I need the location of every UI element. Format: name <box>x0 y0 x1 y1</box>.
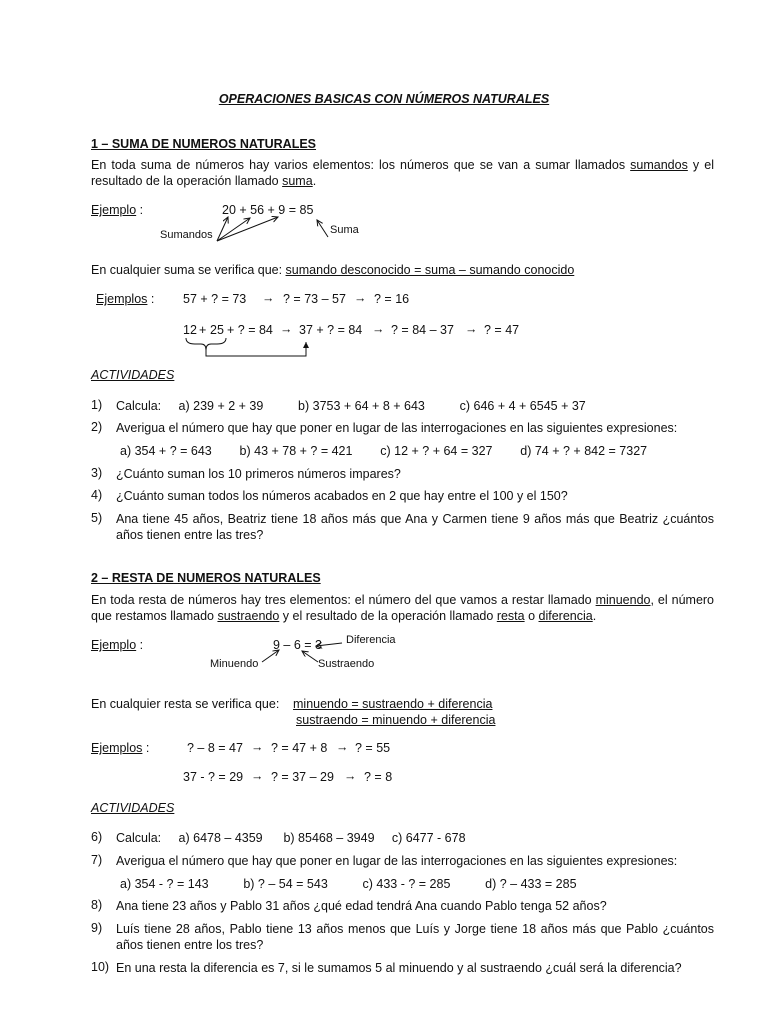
arrow-icon: → <box>372 322 385 336</box>
suma-ej1-step2: ? = 73 – 57 <box>283 292 346 306</box>
term-sustraendo: sustraendo <box>217 609 280 623</box>
list-item: Averigua el número que hay que poner en lugar de las interrogaciones en las siguientes expresiones: <box>116 421 678 435</box>
suma-ej2-step3: ? = 84 – 37 <box>391 323 454 337</box>
suma-ej2-rest: + ? = 84 <box>227 323 273 337</box>
list-item: ¿Cuánto suman todos los números acabados en 2 que hay entre el 100 y el 150? <box>116 489 568 503</box>
ejemplo-suma-equation: 20 + 56 + 9 = 85 <box>222 203 314 217</box>
rule-formula: sumando desconocido = suma – sumando conocido <box>285 263 575 277</box>
resta-ej1-step3: ? = 55 <box>355 741 391 755</box>
list-item: Ana tiene 45 años, Beatriz tiene 18 años más que Ana y Carmen tiene 9 años más que Beatriz ¿cuántos años tienen entre las tres? <box>116 512 714 542</box>
resta-arrows <box>262 643 342 662</box>
item-number: 9) <box>91 921 103 935</box>
item-number: 6) <box>91 830 103 844</box>
colon: : <box>139 638 144 652</box>
arrow-icon: → <box>280 322 293 336</box>
arrow-icon: → <box>336 740 349 754</box>
term-resta: resta <box>496 609 525 623</box>
rule-prefix: En cualquier suma se verifica que: <box>91 263 286 277</box>
colon: : <box>139 203 144 217</box>
arrow-icon: → <box>251 740 264 754</box>
resta-ej2-step1: 37 - ? = 29 <box>183 770 244 784</box>
item-number: 4) <box>91 488 103 502</box>
term-suma: suma <box>282 174 313 188</box>
suma-ej2-operand-b: 25 <box>210 323 224 337</box>
item-number: 10) <box>91 960 110 974</box>
list-item: Luís tiene 28 años, Pablo tiene 13 años menos que Luís y Jorge tiene 18 años más que Pablo ¿cuántos años tienen entre los tres? <box>116 922 714 952</box>
resta-rule-1: minuendo = sustraendo + diferencia <box>293 697 493 711</box>
intro-text: En toda suma de números hay varios elementos: los números que se van a sumar llamados <box>91 158 631 172</box>
actividades-heading-resta: ACTIVIDADES <box>91 801 175 815</box>
suma-ej2-step4: ? = 47 <box>484 323 520 337</box>
suma-ej1-step3: ? = 16 <box>374 292 410 306</box>
item-number: 5) <box>91 511 103 525</box>
list-item: a) 354 + ? = 643 b) 43 + 78 + ? = 421 c) 12 + ? + 64 = 327 d) 74 + ? + 842 = 7327 <box>120 444 648 458</box>
section-heading-suma: 1 – SUMA DE NUMEROS NATURALES <box>91 137 317 151</box>
item-number: 8) <box>91 898 103 912</box>
intro-text: . <box>312 174 317 188</box>
resta-ej1-step1: ? – 8 = 47 <box>187 741 243 755</box>
ejemplos-label: Ejemplos <box>96 292 148 306</box>
colon: : <box>150 292 155 306</box>
ejemplo-label: Ejemplo <box>91 638 137 652</box>
suma-ej1-step1: 57 + ? = 73 <box>183 292 247 306</box>
label-minuendo: Minuendo <box>210 658 259 670</box>
actividades-heading-suma: ACTIVIDADES <box>91 368 175 382</box>
intro-text: , el número que restamos llamado <box>91 593 715 623</box>
list-item: ¿Cuánto suman los 10 primeros números impares? <box>116 467 401 481</box>
arrow-icon: → <box>262 291 275 305</box>
item-number: 3) <box>91 466 103 480</box>
suma-arrow <box>317 220 328 237</box>
suma-ej2-operand-a: 12 <box>183 323 197 337</box>
resta-rule-prefix: En cualquier resta se verifica que: <box>91 697 280 711</box>
item-number: 1) <box>91 398 103 412</box>
list-item: En una resta la diferencia es 7, si le sumamos 5 al minuendo y al sustraendo ¿cuál será la diferencia? <box>116 961 682 975</box>
list-item: Averigua el número que hay que poner en lugar de las interrogaciones en las siguientes expresiones: <box>116 854 678 868</box>
arrow-icon: → <box>251 769 264 783</box>
resta-ej2-step3: ? = 8 <box>364 770 393 784</box>
term-sumandos: sumandos <box>630 158 688 172</box>
label-sumandos: Sumandos <box>160 229 213 241</box>
sum-bracket <box>186 338 306 356</box>
item-number: 2) <box>91 420 103 434</box>
intro-text: . <box>592 609 597 623</box>
resta-ej2-step2: ? = 37 – 29 <box>271 770 334 784</box>
intro-text: y el resultado de la operación llamado <box>279 609 497 623</box>
resta-ej1-step2: ? = 47 + 8 <box>271 741 328 755</box>
label-suma: Suma <box>330 224 359 236</box>
label-diferencia: Diferencia <box>346 634 396 646</box>
intro-text: y el resultado de la operación llamado <box>91 158 714 188</box>
suma-ej2-plus: + <box>199 323 207 337</box>
list-item: Calcula: a) 239 + 2 + 39 b) 3753 + 64 + 8 + 643 c) 646 + 4 + 6545 + 37 <box>116 399 586 413</box>
arrow-icon: → <box>465 322 478 336</box>
colon: : <box>145 741 150 755</box>
section-heading-resta: 2 – RESTA DE NUMEROS NATURALES <box>91 571 321 585</box>
arrow-icon: → <box>354 291 367 305</box>
list-item: Ana tiene 23 años y Pablo 31 años ¿qué edad tendrá Ana cuando Pablo tenga 52 años? <box>116 899 607 913</box>
ejemplo-resta-equation: 9 – 6 = 3 <box>273 638 322 652</box>
intro-text: En toda resta de números hay tres elementos: el número del que vamos a restar llamado <box>91 593 596 607</box>
arrow-icon: → <box>344 769 357 783</box>
page-title: OPERACIONES BASICAS CON NÚMEROS NATURALES <box>218 92 550 106</box>
term-diferencia: diferencia <box>538 609 593 623</box>
ejemplo-label: Ejemplo <box>91 203 137 217</box>
intro-text: o <box>524 609 539 623</box>
resta-rule-2: sustraendo = minuendo + diferencia <box>296 713 496 727</box>
sumandos-arrows <box>217 217 278 241</box>
item-number: 7) <box>91 853 103 867</box>
ejemplos-label: Ejemplos <box>91 741 143 755</box>
list-item: Calcula: a) 6478 – 4359 b) 85468 – 3949 c) 6477 - 678 <box>116 831 466 845</box>
suma-ej2-step2: 37 + ? = 84 <box>299 323 363 337</box>
term-minuendo: minuendo <box>595 593 651 607</box>
label-sustraendo: Sustraendo <box>318 658 375 670</box>
list-item: a) 354 - ? = 143 b) ? – 54 = 543 c) 433 - ? = 285 d) ? – 433 = 285 <box>120 877 577 891</box>
